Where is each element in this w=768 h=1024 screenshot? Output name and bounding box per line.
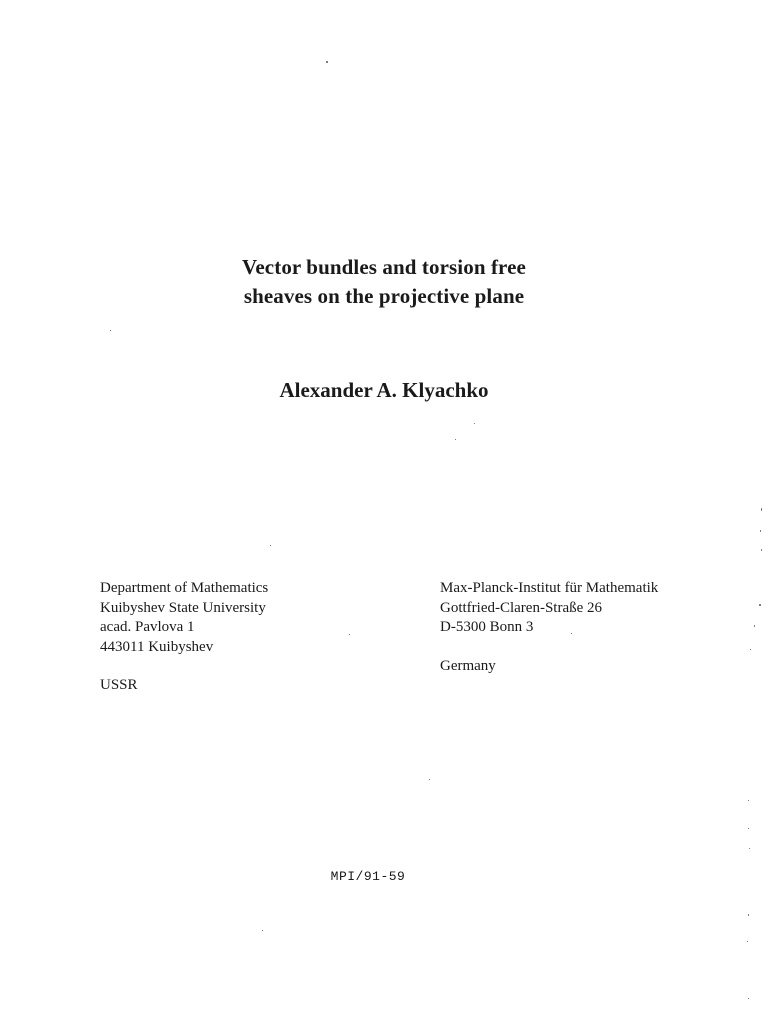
scan-speck bbox=[326, 61, 328, 63]
affiliation-left-line-3: acad. Pavlova 1 bbox=[100, 619, 195, 635]
affiliation-left-line-2: Kuibyshev State University bbox=[100, 599, 266, 616]
scan-speck bbox=[270, 545, 271, 546]
scan-speck bbox=[747, 941, 748, 942]
affiliation-left bbox=[100, 579, 268, 696]
affiliation-left-line-4: 443011 Kuibyshev bbox=[100, 638, 214, 655]
scan-speck bbox=[749, 848, 750, 849]
scan-speck bbox=[262, 930, 263, 931]
scan-speck bbox=[110, 330, 111, 331]
scan-speck bbox=[750, 649, 751, 650]
scan-speck bbox=[748, 800, 749, 801]
affiliation-right-line-2: Gottfried-Claren-Straße 26 bbox=[440, 599, 603, 616]
scan-speck bbox=[761, 508, 762, 511]
scan-speck bbox=[759, 604, 761, 606]
scan-speck bbox=[474, 423, 475, 424]
scan-speck bbox=[748, 998, 749, 999]
scan-speck bbox=[760, 530, 761, 532]
affiliation-right bbox=[440, 579, 658, 676]
paper-title bbox=[0, 253, 768, 311]
affiliation-left-line-1: Department of Mathematics bbox=[100, 580, 269, 596]
scan-speck bbox=[349, 634, 350, 635]
paper-title-line-2: sheaves on the projective plane bbox=[243, 284, 525, 308]
scan-speck bbox=[571, 633, 572, 634]
scan-speck bbox=[748, 828, 749, 829]
affiliation-right-line-3: D-5300 Bonn 3 bbox=[440, 619, 534, 635]
scan-speck bbox=[429, 779, 430, 780]
affiliation-right-line-4: Germany bbox=[440, 657, 496, 674]
report-number: MPI/91-59 bbox=[330, 869, 406, 884]
scan-speck bbox=[455, 439, 456, 440]
paper-title-line-1: Vector bundles and torsion free bbox=[242, 255, 526, 279]
author-name: Alexander A. Klyachko bbox=[279, 378, 489, 402]
scan-speck bbox=[754, 625, 755, 627]
scan-speck bbox=[761, 549, 762, 551]
scan-speck bbox=[748, 914, 749, 916]
affiliation-left-line-5: USSR bbox=[100, 677, 138, 693]
affiliation-right-line-1: Max-Planck-Institut für Mathematik bbox=[440, 580, 659, 596]
